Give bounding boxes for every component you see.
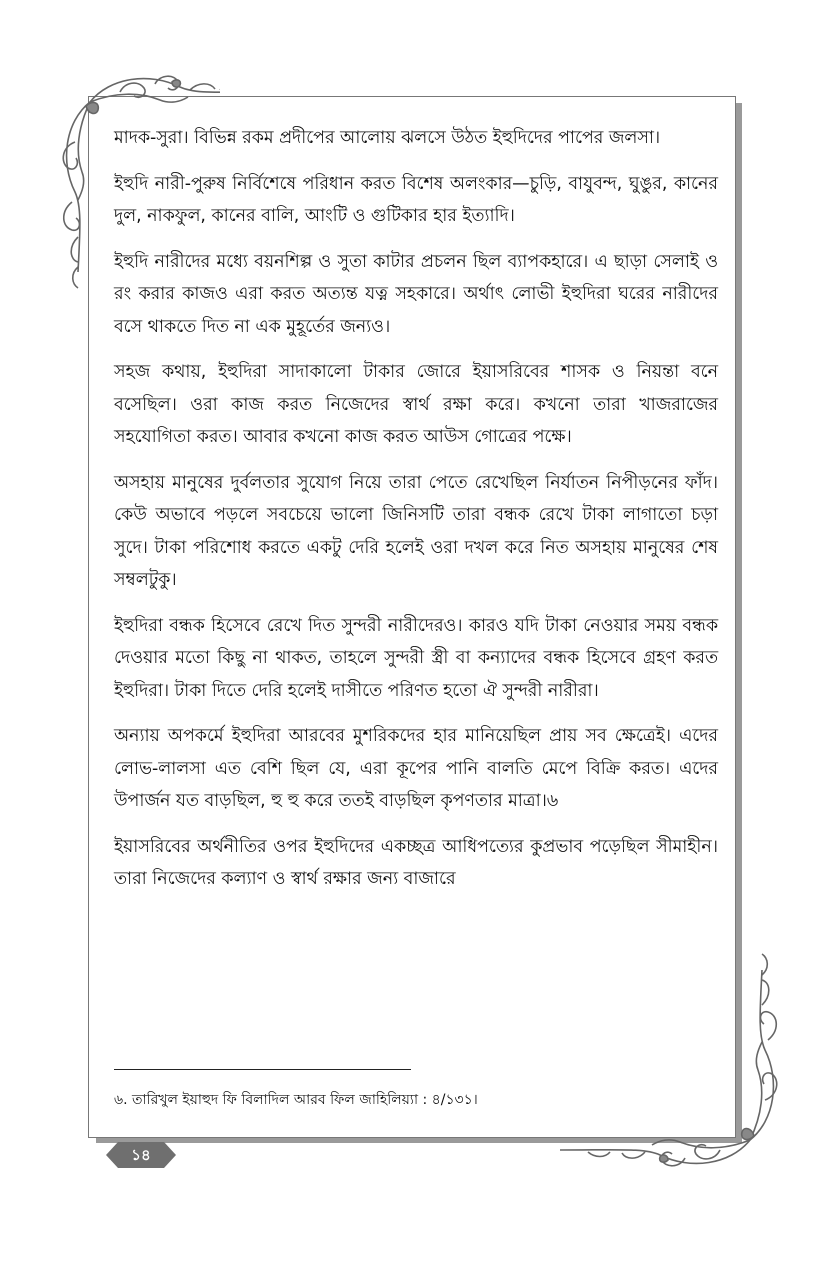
paragraph-8: ইয়াসরিবের অর্থনীতির ওপর ইহুদিদের একচ্ছত্র আধিপত্যের কুপ্রভাব পড়েছিল সীমাহীন। তারা নিজেদের কল্যাণ ও স্বার্থ রক্ষার জন্য বাজারে [114,836,718,889]
paragraph-2: ইহুদি নারী-পুরুষ নির্বিশেষে পরিধান করত বিশেষ অলংকার—চুড়ি, বাযুবন্দ, ঘুঙুর, কানের দুল, নাকফুল, কানের বালি, আংটি ও গুটিকার হার ইত্যাদি। [114,173,718,226]
paragraph-7: অন্যায় অপকর্মে ইহুদিরা আরবের মুশরিকদের হার মানিয়েছিল প্রায় সব ক্ষেত্রেই। এদের লোভ-লালসা এত বেশি ছিল যে, এরা কূপের পানি বালতি মেপে বিক্রি করত। এদের উপার্জন যত বাড়ছিল, হু হু করে ততই বাড়ছিল কৃপণতার মাত্রা।৬ [114,726,718,811]
bottom-right-ornament [560,880,820,1180]
paragraph-6: ইহুদিরা বন্ধক হিসেবে রেখে দিত সুন্দরী নারীদেরও। কারও যদি টাকা নেওয়ার সময় বন্ধক দেওয়ার মতো কিছু না থাকত, তাহলে সুন্দরী স্ত্রী বা কন্যাদের বন্ধক হিসেবে গ্রহণ করত ইহুদিরা। টাকা দিতে দেরি হলেই দাসীতে পরিণত হতো ঐ সুন্দরী নারীরা। [114,615,718,701]
footnote-divider [114,1069,411,1070]
paragraph-4: সহজ কথায়, ইহুদিরা সাদাকালো টাকার জোরে ইয়াসরিবের শাসক ও নিয়ন্তা বনে বসেছিল। ওরা কাজ করত নিজেদের স্বার্থ রক্ষা করে। কখনো তারা খাজরাজের সহযোগিতা করত। আবার কখনো কাজ করত আউস গোত্রের পক্ষে। [114,362,718,447]
page-number: ১৪ [131,1146,151,1164]
footnote: ৬. তারিখুল ইয়াহুদ ফি বিলাদিল আরব ফিল জাহিলিয়্যা : ৪/১৩১। [114,1092,478,1108]
paragraph-5: অসহায় মানুষের দুর্বলতার সুযোগ নিয়ে তারা পেতে রেখেছিল নির্যাতন নিপীড়নের ফাঁদ। কেউ অভাবে পড়লে সবচেয়ে ভালো জিনিসটি তারা বন্ধক রেখে টাকা লাগাতো চড়া সুদে। টাকা পরিশোধ করতে একটু দেরি হলেই ওরা দখল করে নিত অসহায় মানুষের শেষ সম্বলটুকু। [114,472,718,590]
main-text [114,122,718,909]
paragraph-3: ইহুদি নারীদের মধ্যে বয়নশিল্প ও সুতা কাটার প্রচলন ছিল ব্যাপকহারে। এ ছাড়া সেলাই ও রং করার কাজও এরা করত অত্যন্ত যত্ন সহকারে। অর্থাৎ লোভী ইহুদিরা ঘরের নারীদের বসে থাকতে দিত না এক মুহূর্তের জন্যও। [114,251,718,337]
paragraph-1: মাদক-সুরা। বিভিন্ন রকম প্রদীপের আলোয় ঝলসে উঠত ইহুদিদের পাপের জলসা। [114,128,661,148]
